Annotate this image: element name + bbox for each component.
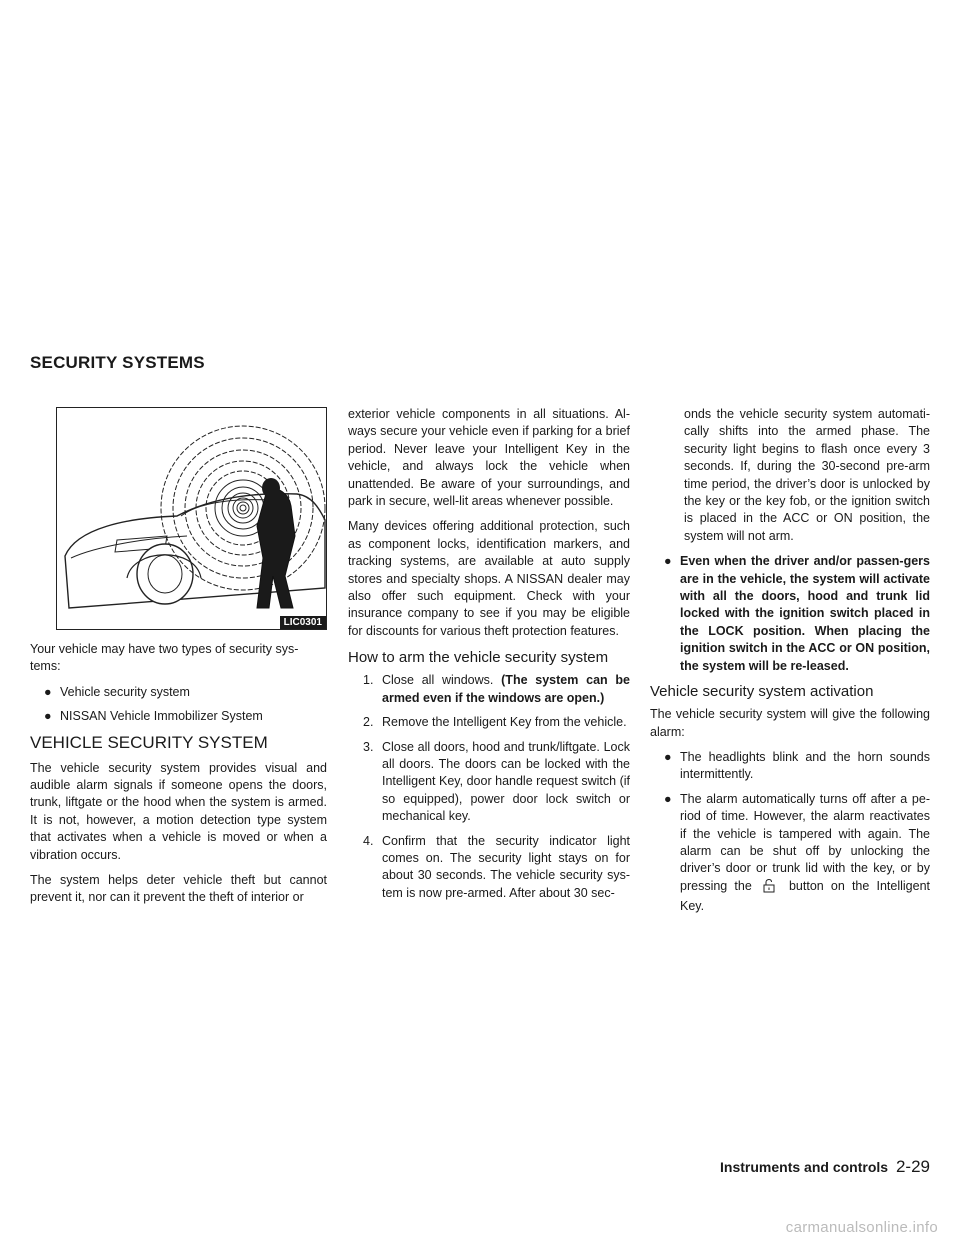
page-footer <box>720 1157 930 1177</box>
list-item-text: The alarm automatically turns off after a pe-riod of time. However, the alarm reactivates if the vehicle is tampered with again. The alarm can be shut off by unlocking the driver’s door or trunk lid with the key, or by pressing the <box>680 791 930 893</box>
list-item-text: NISSAN Vehicle Immobilizer System <box>60 709 263 724</box>
column-3 <box>650 406 930 923</box>
list-item-text: button on the Intelligent Key. <box>680 878 930 914</box>
activation-heading: Vehicle security system activation <box>650 683 874 701</box>
security-illustration <box>56 407 327 630</box>
step-number: 2. <box>363 715 374 730</box>
step-text: Remove the Intelligent Key from the vehicle. <box>382 715 627 730</box>
bullet-dot-icon: ● <box>44 684 52 699</box>
step-item <box>348 739 630 826</box>
step-number: 3. <box>363 739 374 754</box>
paragraph: exterior vehicle components in all situations. Al-ways secure your vehicle even if parking for a brief period. Never leave your Intelligent Key in the vehicle, and always lock the vehicle when unattended. Be aware of your surroundings, and park in secure, well-lit areas whenever possible. <box>348 407 630 509</box>
step-text: Confirm that the security indicator light comes on. The security light stays on for about 30 seconds. The vehicle security sys-tem is now pre-armed. After about 30 sec- <box>382 833 630 900</box>
figure-label: LIC0301 <box>280 616 326 629</box>
footer-section: Instruments and controls <box>720 1159 889 1175</box>
step-text: Close all windows. <box>382 673 502 688</box>
column-1 <box>30 641 327 915</box>
paragraph: The vehicle security system will give the following alarm: <box>650 707 930 739</box>
intro-paragraph: Your vehicle may have two types of security sys-tems: <box>30 642 299 674</box>
column-2 <box>348 406 630 909</box>
step-bold-text: (The system can be armed even if the windows are open.) <box>382 673 630 705</box>
section-title: SECURITY SYSTEMS <box>30 353 205 372</box>
step-number: 4. <box>363 833 374 848</box>
car-alarm-illustration <box>57 408 327 630</box>
unlock-button-icon <box>763 879 775 898</box>
list-item <box>30 708 327 725</box>
bullet-dot-icon: ● <box>664 791 672 806</box>
step-number: 1. <box>363 673 374 688</box>
vehicle-security-heading: VEHICLE SECURITY SYSTEM <box>30 732 268 752</box>
page-number: 2-29 <box>895 1157 930 1176</box>
list-item-text: Even when the driver and/or passen-gers are in the vehicle, the system will activate with all the doors, hood and trunk lid locked with the ignition switch placed in the LOCK position. When placing the ignition switch in the ACC or ON position, the system will be re-leased. <box>680 554 930 673</box>
list-item <box>650 749 930 784</box>
list-item <box>650 791 930 916</box>
list-item <box>650 553 930 675</box>
bullet-dot-icon: ● <box>44 709 52 724</box>
paragraph: The vehicle security system provides visual and audible alarm signals if someone opens the doors, trunk, liftgate or the hood when the system is armed. It is not, however, a motion detection type system that activates when a vehicle is moved or when a vibration occurs. <box>30 760 327 862</box>
arm-system-heading: How to arm the vehicle security system <box>348 649 609 667</box>
step-item <box>348 714 630 731</box>
paragraph: The system helps deter vehicle theft but cannot prevent it, nor can it prevent the theft of interior or <box>30 873 327 905</box>
bullet-dot-icon: ● <box>664 554 672 569</box>
step-item <box>348 833 630 903</box>
watermark: carmanualsonline.info <box>785 1219 938 1236</box>
list-item-text: Vehicle security system <box>60 684 190 699</box>
step-item <box>348 672 630 707</box>
list-item <box>30 684 327 701</box>
step-text: Close all doors, hood and trunk/liftgate. Lock all doors. The doors can be locked with the Intelligent Key, door handle request switch (if so equipped), power door lock switch or mechanical key. <box>382 739 630 824</box>
step-continuation: onds the vehicle security system automati-cally shifts into the armed phase. The security light begins to flash once every 3 seconds. If, during the 30-second pre-arm time period, the driver’s door is unlocked by the key or the key fob, or the ignition switch is placed in the ACC or ON position, the system will not arm. <box>684 407 930 543</box>
paragraph: Many devices offering additional protection, such as component locks, identification markers, and tracking systems, are available at auto supply stores and specialty shops. A NISSAN dealer may also offer such equipment. Check with your insurance company to see if you may be eligible for discounts for various theft protection features. <box>348 519 630 638</box>
bullet-dot-icon: ● <box>664 749 672 764</box>
list-item-text: The headlights blink and the horn sounds intermittently. <box>680 749 930 782</box>
